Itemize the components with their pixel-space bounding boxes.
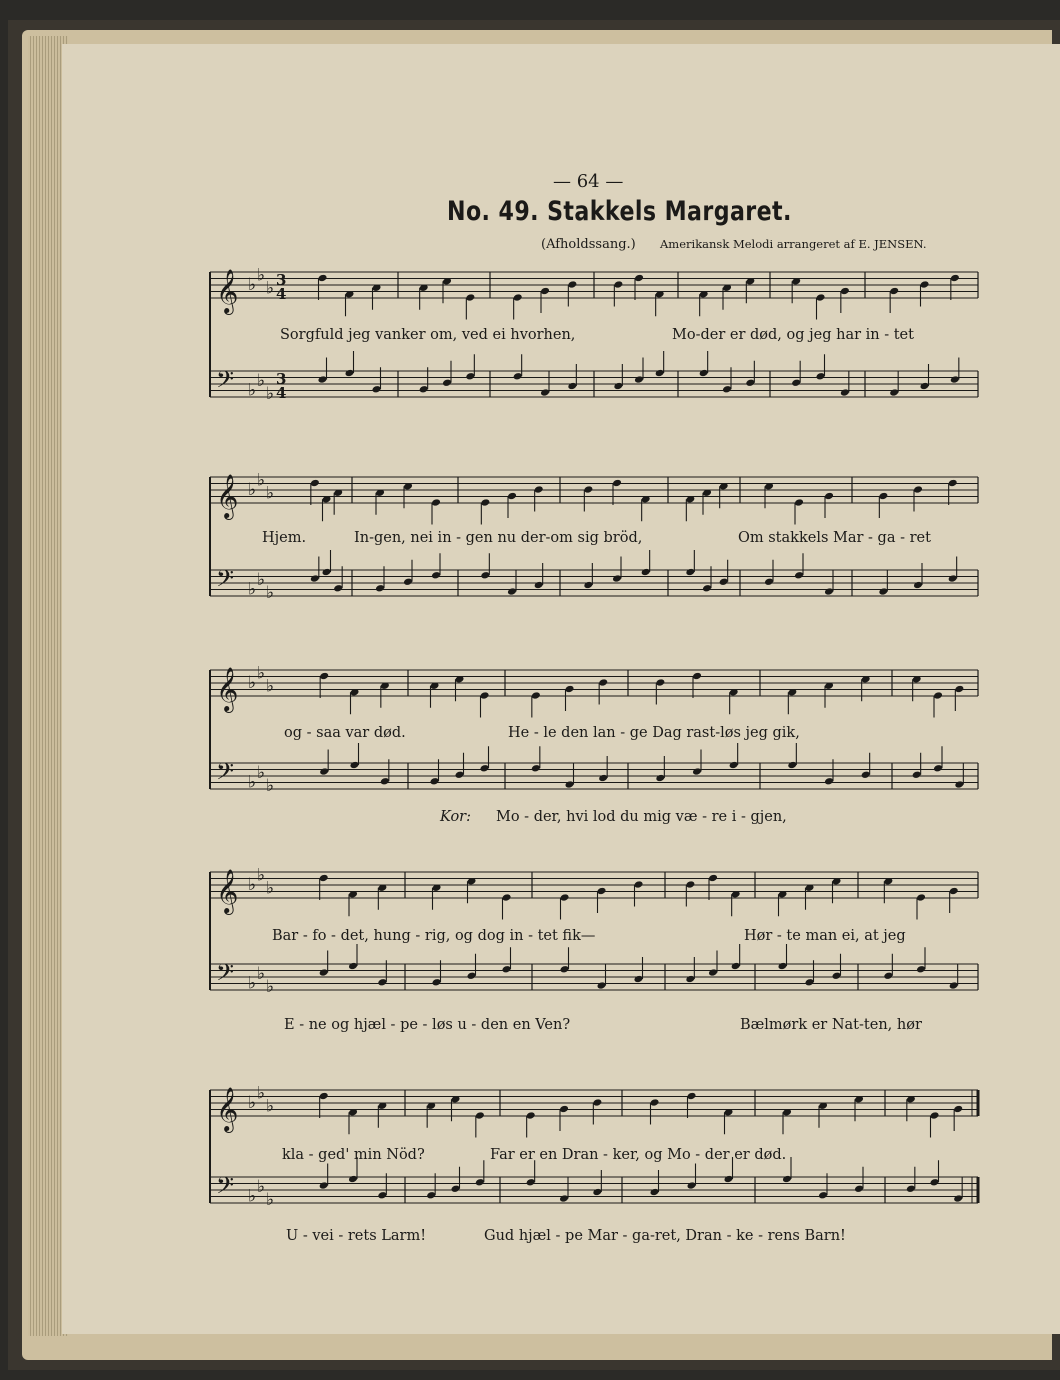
song-subtitle: (Afholdssang.) bbox=[541, 237, 636, 252]
flat-icon: ♭ bbox=[248, 1093, 257, 1113]
bass-clef-icon: 𝄢 bbox=[216, 365, 235, 399]
flat-icon: ♭ bbox=[257, 265, 266, 286]
time-signature-denominator: 4 bbox=[276, 384, 287, 402]
flat-icon: ♭ bbox=[266, 976, 275, 997]
lyric-line: og - saa var død. bbox=[284, 725, 406, 741]
lyric-line: Hjem. bbox=[262, 530, 307, 546]
lyric-line: Bar - fo - det, hung - rig, og dog in - tet fik— bbox=[272, 928, 596, 944]
bass-clef-icon: 𝄢 bbox=[216, 757, 235, 791]
arranger-credit: Amerikansk Melodi arrangeret af E. JENSEN. bbox=[660, 237, 927, 251]
lyric-line: Hør - te man ei, at jeg bbox=[744, 928, 906, 944]
lyric-line: Mo-der er død, og jeg har in - tet bbox=[672, 327, 914, 343]
time-signature-denominator: 4 bbox=[276, 285, 287, 303]
flat-icon: ♭ bbox=[266, 775, 275, 796]
flat-icon: ♭ bbox=[248, 579, 257, 600]
bass-clef-icon: 𝄢 bbox=[216, 564, 235, 598]
flat-icon: ♭ bbox=[257, 963, 266, 984]
flat-icon: ♭ bbox=[248, 380, 257, 401]
treble-clef-icon: 𝄞 bbox=[216, 474, 239, 518]
song-title: No. 49. Stakkels Margaret. bbox=[447, 196, 792, 227]
flat-icon: ♭ bbox=[248, 480, 257, 500]
flat-icon: ♭ bbox=[266, 878, 275, 899]
lyric-line: Om stakkels Mar - ga - ret bbox=[738, 530, 931, 546]
flat-icon: ♭ bbox=[266, 676, 275, 697]
flat-icon: ♭ bbox=[266, 483, 275, 504]
flat-icon: ♭ bbox=[257, 663, 266, 684]
time-signature-numerator: 3 bbox=[276, 370, 287, 388]
flat-icon: ♭ bbox=[266, 278, 275, 299]
lyric-line: Bælmørk er Nat-ten, hør bbox=[740, 1017, 922, 1033]
time-signature-numerator: 3 bbox=[276, 271, 287, 289]
flat-icon: ♭ bbox=[266, 1189, 275, 1210]
treble-clef-icon: 𝄞 bbox=[216, 667, 239, 711]
flat-icon: ♭ bbox=[257, 470, 266, 491]
flat-icon: ♭ bbox=[248, 973, 257, 994]
flat-icon: ♭ bbox=[257, 1083, 266, 1104]
flat-icon: ♭ bbox=[266, 582, 275, 603]
flat-icon: ♭ bbox=[248, 1186, 257, 1207]
flat-icon: ♭ bbox=[257, 370, 266, 391]
flat-icon: ♭ bbox=[248, 875, 257, 895]
flat-icon: ♭ bbox=[266, 383, 275, 404]
flat-icon: ♭ bbox=[257, 762, 266, 783]
flat-icon: ♭ bbox=[257, 569, 266, 590]
lyric-line: Sorgfuld jeg vanker om, ved ei hvorhen, bbox=[280, 327, 576, 343]
flat-icon: ♭ bbox=[248, 275, 257, 295]
bass-clef-icon: 𝄢 bbox=[216, 958, 235, 992]
lyric-line: Gud hjæl - pe Mar - ga-ret, Dran - ke - rens Barn! bbox=[484, 1228, 846, 1244]
flat-icon: ♭ bbox=[248, 772, 257, 793]
lyric-line: Mo - der, hvi lod du mig væ - re i - gjen, bbox=[496, 809, 787, 825]
bass-clef-icon: 𝄢 bbox=[216, 1171, 235, 1205]
treble-clef-icon: 𝄞 bbox=[216, 1087, 239, 1131]
flat-icon: ♭ bbox=[266, 1096, 275, 1117]
lyric-line: kla - ged' min Nöd? bbox=[282, 1147, 425, 1163]
chorus-label: Kor: bbox=[440, 809, 471, 825]
flat-icon: ♭ bbox=[257, 865, 266, 886]
lyric-line: He - le den lan - ge Dag rast-løs jeg gik, bbox=[508, 725, 800, 741]
lyric-line: U - vei - rets Larm! bbox=[286, 1228, 427, 1244]
treble-clef-icon: 𝄞 bbox=[216, 869, 239, 913]
flat-icon: ♭ bbox=[248, 673, 257, 693]
treble-clef-icon: 𝄞 bbox=[216, 269, 239, 313]
flat-icon: ♭ bbox=[257, 1176, 266, 1197]
lyric-line: In-gen, nei in - gen nu der-om sig bröd, bbox=[354, 530, 643, 546]
lyric-line: Far er en Dran - ker, og Mo - der er død. bbox=[490, 1147, 787, 1163]
page-number: — 64 — bbox=[553, 171, 624, 192]
lyric-line: E - ne og hjæl - pe - løs u - den en Ven? bbox=[284, 1017, 571, 1033]
